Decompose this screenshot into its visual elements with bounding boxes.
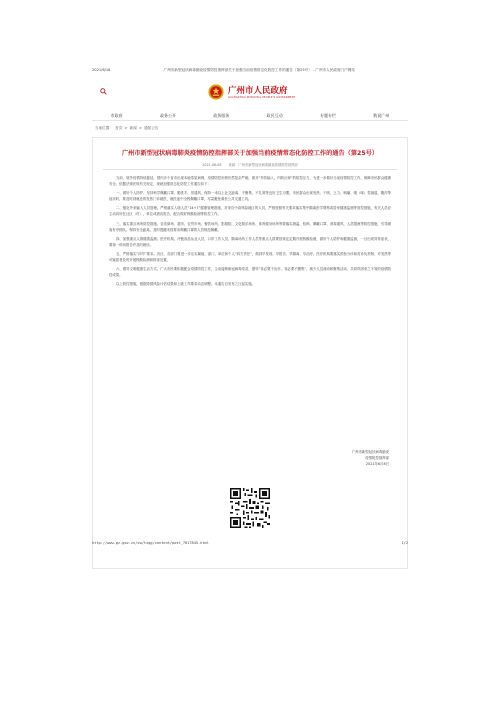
breadcrumb-home[interactable]: 首页 xyxy=(115,126,123,130)
article-signature xyxy=(352,449,389,467)
breadcrumb-prefix: 当前位置： xyxy=(95,126,113,130)
nav-item-gov-affairs-open[interactable]: 政务公开 xyxy=(159,113,176,118)
article-title: 广州市新型冠状病毒肺炎疫情防控指挥部关于加强当前疫情常态化防控工作的通告（第25号） xyxy=(121,150,379,157)
signature-org: 广州市新型冠状病毒肺炎 xyxy=(351,450,389,454)
nav-item-city-gov[interactable]: 市政府 xyxy=(110,113,123,118)
logo-english: GUANGZHOU MUNICIPAL PEOPLE'S GOVERNMENT xyxy=(228,95,296,99)
article-paragraph: 四、加强重点人群健康监测。医疗机构、冷链食品从业人员、口岸工作人员、隔离场所工作人员等重点人群要按规定定期开展核酸检测，做好个人防护和健康监测，一旦出现异常症状，要第一时间报告并及时就诊。 xyxy=(109,236,391,247)
qr-code xyxy=(230,488,270,528)
article-date: 2021-06-08 xyxy=(202,163,222,167)
logo-text: 广州市人民政府 xyxy=(228,85,288,96)
article-source: 来源：广州市新型冠状病毒肺炎疫情防控指挥部 xyxy=(228,163,298,167)
article-meta xyxy=(93,162,407,167)
article-paragraph: 二、强化外来输入人员管理。严格落实入境人员“14+7”健康管理措施，对来自中高风险地区的人员，严格按照有关要求落实集中隔离医学观察或居家健康监测等管控措施，有关人员应主动向所在社区（村）、单位或酒店报告，配合做好核酸检测等防控工作。 xyxy=(109,206,391,217)
nav-item-data[interactable]: 数说广州 xyxy=(373,113,390,118)
print-header xyxy=(92,68,408,73)
nav-item-gov-services[interactable]: 政务服务 xyxy=(213,113,230,118)
breadcrumb xyxy=(95,126,160,131)
nav-item-topics[interactable]: 专题专栏 xyxy=(319,113,336,118)
signature-org-line2: 疫情防控指挥部 xyxy=(365,456,389,460)
site-logo[interactable] xyxy=(208,84,295,100)
breadcrumb-separator: > xyxy=(138,126,142,130)
article-paragraph: 六、倡导文明健康生活方式。广大市民要积极配合疫情防控工作，主动接种新冠病毒疫苗，倡导“非必要不出市、非必要不聚集”，减少人员流动和聚集活动，共同巩固来之不易的疫情防控成果。 xyxy=(109,267,391,278)
footer-url: http://www.gz.gov.cn/xw/tzgg/content/post_7017845.html xyxy=(92,541,209,545)
main-nav xyxy=(92,111,408,121)
national-emblem-icon xyxy=(208,84,224,100)
article-paragraph: 一、做好个人防护。坚持科学佩戴口罩、勤洗手、常通风、保持一米以上社交距离、不聚集、不扎堆等良好卫生习惯。市民群众出现发热、干咳、乏力、咽痛、嗅（味）觉减退、腹泻等症状时，要及时到就近的发热门诊就医，就医途中全程佩戴口罩，尽量避免乘坐公共交通工具。 xyxy=(109,191,391,202)
article-paragraph: 五、严格落实“四早”要求。各区、各部门要进一步压实属地、部门、单位和个人“四方责任”，做到早发现、早报告、早隔离、早治疗。医疗机构要落实预检分诊和首诊负责制，对发热等可疑患者及时开展核酸检测和排查处置。 xyxy=(109,252,391,262)
breadcrumb-notices[interactable]: 通知公告 xyxy=(144,126,159,130)
print-page-title: 广州市新型冠状病毒肺炎疫情防控指挥部关于加强当前疫情常态化防控工作的通告（第25号） - 广州市人民政府门户网站 xyxy=(163,68,355,72)
divider xyxy=(103,169,397,170)
masthead xyxy=(92,82,408,112)
article-paragraph: 三、落实重点场所防控措施。各类商场、超市、农贸市场、餐饮场所、影剧院、文化娱乐场所、体育健身场所等要落实测温、验码、佩戴口罩、消毒通风、人员限流等防控措施，引导顾客有序排队、保持安全距离，及时提醒未按要求佩戴口罩的人员规范佩戴。 xyxy=(109,221,391,232)
breadcrumb-separator: > xyxy=(124,126,128,130)
print-date: 2021/6/18 xyxy=(92,68,111,72)
nav-item-interaction[interactable]: 政民互动 xyxy=(266,113,283,118)
signature-date: 2021年6月8日 xyxy=(365,462,389,466)
search-icon[interactable] xyxy=(100,88,107,95)
article-paragraph: 当前，境外疫情持续蔓延，国内多个省市出现本地零星病例，疫情防控形势仍然复杂严峻。面对“外防输入、内防反弹”的防控压力，为进一步做好当前疫情防控工作，保障市民群众健康安全，依据法律法规有关规定，现就加强常态化防控工作通告如下： xyxy=(109,176,391,186)
article-body xyxy=(109,176,391,292)
breadcrumb-news[interactable]: 新闻 xyxy=(129,126,137,130)
article-paragraph: 以上防控措施，根据疫情风险评估结果和上级工作要求动态调整。本通告自发布之日起实施。 xyxy=(116,282,256,287)
footer-page-number: 1/2 xyxy=(401,541,408,545)
